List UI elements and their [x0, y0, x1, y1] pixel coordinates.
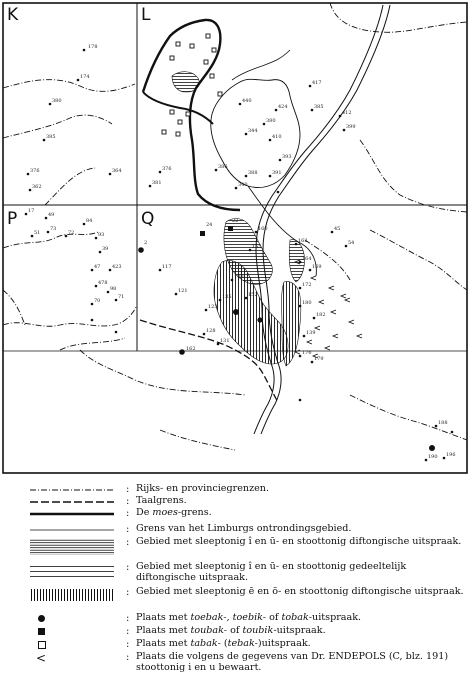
- place-number: 131: [220, 338, 230, 344]
- place-number: 344: [248, 128, 258, 134]
- legend-text-moes: De moes-grens.: [136, 507, 212, 518]
- place-number: 176: [302, 350, 312, 356]
- place-number: 73: [50, 226, 57, 232]
- place-number: 123: [208, 304, 218, 310]
- place-number: 362: [32, 184, 42, 190]
- place-number: 440: [242, 98, 252, 104]
- place-number: 135: [222, 294, 232, 300]
- legend-text-toubak: Plaats met toubak- of toubik-uitspraak.: [136, 625, 326, 636]
- place-number: 121: [178, 288, 188, 294]
- place-number: 391: [272, 170, 282, 176]
- place-number: 39: [102, 246, 109, 252]
- moes-border-west: [143, 92, 213, 124]
- legend-colon: :: [126, 652, 130, 663]
- legend-text-gebied3: Gebied met sleeptonig ē en ō- en stoottonig diftongische uitspraak.: [136, 586, 464, 597]
- place-number: 152: [248, 292, 258, 298]
- place-number: 139: [306, 330, 316, 336]
- legend-colon: :: [126, 613, 130, 624]
- legend-colon: :: [126, 524, 130, 535]
- legend-colon: :: [126, 626, 130, 637]
- place-number: 140: [234, 274, 244, 280]
- legend-symbol-less-than: <: [36, 651, 47, 665]
- legend-row-toubak: [0, 626, 470, 638]
- legend-symbol-heavy: [30, 508, 114, 520]
- place-number: 340: [238, 182, 248, 188]
- place-number: 424: [278, 104, 288, 110]
- legend-text-toebak: Plaats met toebak-, toebik- of tobak-uitspraak.: [136, 612, 362, 623]
- place-number: 2: [144, 240, 148, 246]
- legend-text-tabak: Plaats met tabak- (tebak-)uitspraak.: [136, 638, 311, 649]
- legend-symbol-open-square: [38, 641, 46, 649]
- legend-row-tabak: [0, 639, 470, 651]
- place-number: 182: [316, 312, 326, 318]
- place-number: 478: [98, 280, 108, 286]
- legend-text-rijks: Rijks- en provinciegrenzen.: [136, 483, 270, 494]
- quadrant-label-p: P: [7, 209, 18, 229]
- legend-text-gebied2: Gebied met sleeptonig î en ū- en stoottonig gedeeltelijk diftongische uitspraak.: [136, 561, 407, 583]
- place-number: 399: [346, 124, 356, 130]
- place-number: 71: [118, 294, 125, 300]
- place-number: 196: [446, 452, 456, 458]
- place-number: 410: [272, 134, 282, 140]
- quadrant-label-k: K: [7, 5, 19, 25]
- place-number: 54: [348, 240, 355, 246]
- place-number: 72: [68, 230, 75, 236]
- place-number: 376: [30, 168, 40, 174]
- legend-row-rijks: [0, 484, 470, 496]
- place-number: 423: [112, 264, 122, 270]
- place-number: 380: [266, 118, 276, 124]
- place-number: 169: [312, 264, 322, 270]
- place-number: 385: [314, 104, 324, 110]
- map-legend: [0, 476, 470, 684]
- legend-symbol-filled-circle: [38, 615, 45, 622]
- legend-row-taal: [0, 496, 470, 508]
- place-number: 385: [46, 134, 56, 140]
- place-number: 178: [88, 44, 98, 50]
- legend-row-limburg: [0, 524, 470, 536]
- place-number: 381: [152, 180, 162, 186]
- place-number: 24: [206, 222, 213, 228]
- legend-symbol-dashed: [30, 496, 114, 508]
- place-number: 160: [258, 226, 268, 232]
- place-number: 164: [302, 256, 312, 262]
- legend-text-taal: Taalgrens.: [136, 495, 187, 506]
- place-number: 47: [94, 264, 101, 270]
- legend-symbol-hatch-dense: [30, 539, 114, 555]
- legend-row-gebied3: [0, 587, 470, 609]
- place-number: 380: [52, 98, 62, 104]
- place-number: 17: [28, 208, 35, 214]
- legend-text-gebied1: Gebied met sleeptonig î en ū- en stoottonig diftongische uitspraak.: [136, 536, 462, 547]
- legend-symbol-filled-square: [38, 628, 45, 635]
- legend-symbol-hatch-vertical: [30, 589, 114, 601]
- place-number: 128: [206, 328, 216, 334]
- place-number: 179: [314, 356, 324, 362]
- place-number: 364: [112, 168, 122, 174]
- legend-text-limburg: Grens van het Limburgs ontrondingsgebied.: [136, 523, 352, 534]
- legend-row-gebied1: [0, 537, 470, 559]
- place-number: 412: [342, 110, 352, 116]
- legend-colon: :: [126, 639, 130, 650]
- legend-row-toebak: [0, 613, 470, 625]
- legend-row-moes: [0, 508, 470, 520]
- quadrant-label-l: L: [141, 5, 151, 25]
- place-number: 172: [302, 282, 312, 288]
- legend-symbol-dashdot: [30, 484, 114, 496]
- place-number: 180: [302, 300, 312, 306]
- legend-symbol-thin: [30, 524, 114, 536]
- river: [254, 5, 390, 434]
- place-number: 155: [252, 244, 262, 250]
- place-number: 188: [438, 420, 448, 426]
- place-number: 45: [334, 226, 341, 232]
- place-number: 51: [34, 230, 41, 236]
- place-number: 162: [186, 346, 196, 352]
- place-number: 70: [94, 298, 101, 304]
- legend-text-endepols: Plaats die volgens de gegevens van Dr. ENDEPOLS (C, blz. 191) stoottonig i en u bewaart.: [136, 651, 449, 673]
- legend-colon: :: [126, 562, 130, 573]
- river-west: [232, 50, 290, 80]
- legend-row-gebied2: [0, 562, 470, 584]
- legend-colon: :: [126, 537, 130, 548]
- legend-colon: :: [126, 484, 130, 495]
- place-number: 386: [218, 164, 228, 170]
- legend-row-endepols: [0, 652, 470, 674]
- place-number: 388: [248, 170, 258, 176]
- legend-colon: :: [126, 587, 130, 598]
- place-number: 84: [86, 218, 93, 224]
- place-number: 393: [282, 154, 292, 160]
- quadrant-label-q: Q: [141, 209, 155, 229]
- place-number: 417: [312, 80, 322, 86]
- area-horizontal-hatch-north: [172, 72, 199, 92]
- place-number: 190: [428, 454, 438, 460]
- legend-symbol-hatch-sparse: [30, 564, 114, 580]
- place-number: 93: [98, 232, 105, 238]
- legend-colon: :: [126, 496, 130, 507]
- place-number: 117: [162, 264, 172, 270]
- place-number: 376: [162, 166, 172, 172]
- place-number: 174: [80, 74, 90, 80]
- symbols-endepols: [295, 260, 362, 358]
- legend-colon: :: [126, 508, 130, 519]
- place-number: 98: [110, 286, 117, 292]
- place-number: 162: [298, 238, 308, 244]
- place-number: 49: [48, 212, 55, 218]
- place-number: 22: [232, 218, 239, 224]
